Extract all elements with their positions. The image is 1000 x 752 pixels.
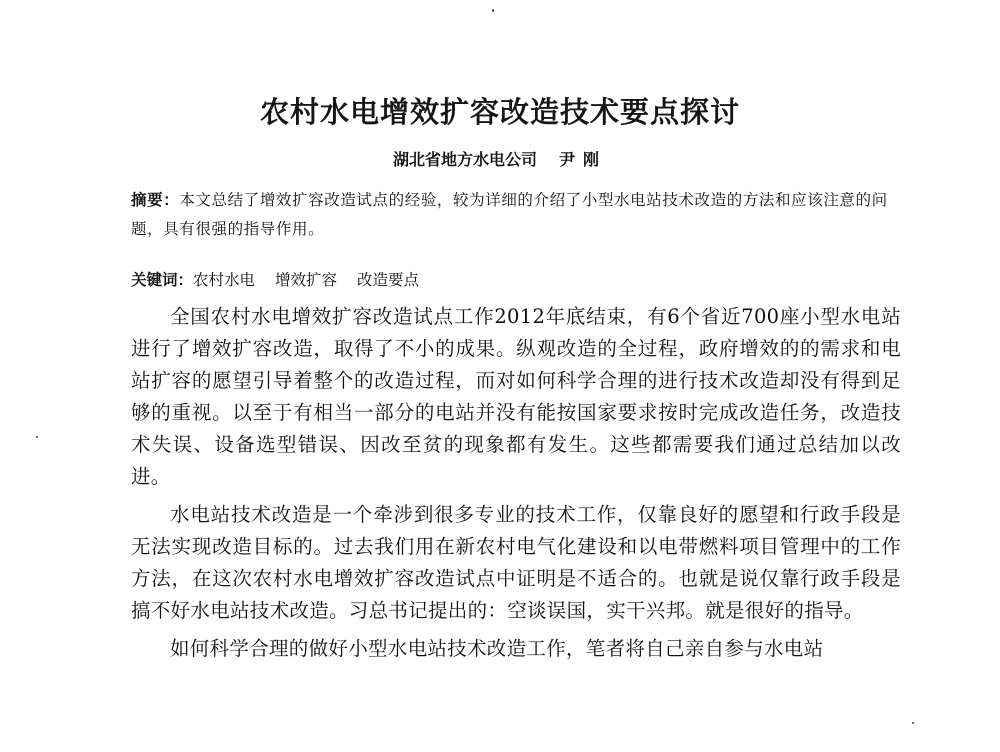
keywords — [131, 268, 901, 292]
abstract-label: 摘要： — [131, 191, 180, 209]
scan-speck — [36, 436, 38, 438]
abstract-text: 本文总结了增效扩容改造试点的经验，较为详细的介绍了小型水电站技术改造的方法和应该注意的问题，具有很强的指导作用。 — [131, 191, 888, 238]
article-body — [131, 301, 901, 665]
author-affiliation: 湖北省地方水电公司 — [392, 150, 537, 169]
article-title: 农村水电增效扩容改造技术要点探讨 — [259, 95, 740, 129]
author-line — [0, 149, 1000, 171]
body-paragraph: 水电站技术改造是一个牵涉到很多专业的技术工作，仅靠良好的愿望和行政手段是无法实现改造目标的。过去我们用在新农村电气化建设和以电带燃料项目管理中的工作方法，在这次农村水电增效扩容改造试点中证明是不适合的。也就是说仅靠行政手段是搞不好水电站技术改造。习总书记提出的：空谈误国，实干兴邦。就是很好的指导。 — [131, 503, 901, 622]
abstract — [131, 186, 901, 244]
author-name: 尹刚 — [559, 150, 608, 169]
body-paragraph: 全国农村水电增效扩容改造试点工作2012年底结束，有6个省近700座小型水电站进行了增效扩容改造，取得了不小的成果。纵观改造的全过程，政府增效的的需求和电站扩容的愿望引导着整个的改造过程，而对如何科学合理的进行技术改造却没有得到足够的重视。以至于有相当一部分的电站并没有能按国家要求按时完成改造任务，改造技术失误、设备选型错误、因改至贫的现象都有发生。这些都需要我们通过总结加以改进。 — [131, 305, 901, 488]
keyword: 改造要点 — [357, 271, 420, 289]
scan-speck — [492, 9, 494, 12]
keyword: 农村水电 — [193, 271, 256, 289]
keyword: 增效扩容 — [275, 271, 338, 289]
body-paragraph: 如何科学合理的做好小型水电站技术改造工作，笔者将自己亲自参与水电站 — [170, 637, 824, 660]
keywords-label: 关键词： — [131, 271, 194, 289]
scan-speck — [912, 722, 914, 724]
